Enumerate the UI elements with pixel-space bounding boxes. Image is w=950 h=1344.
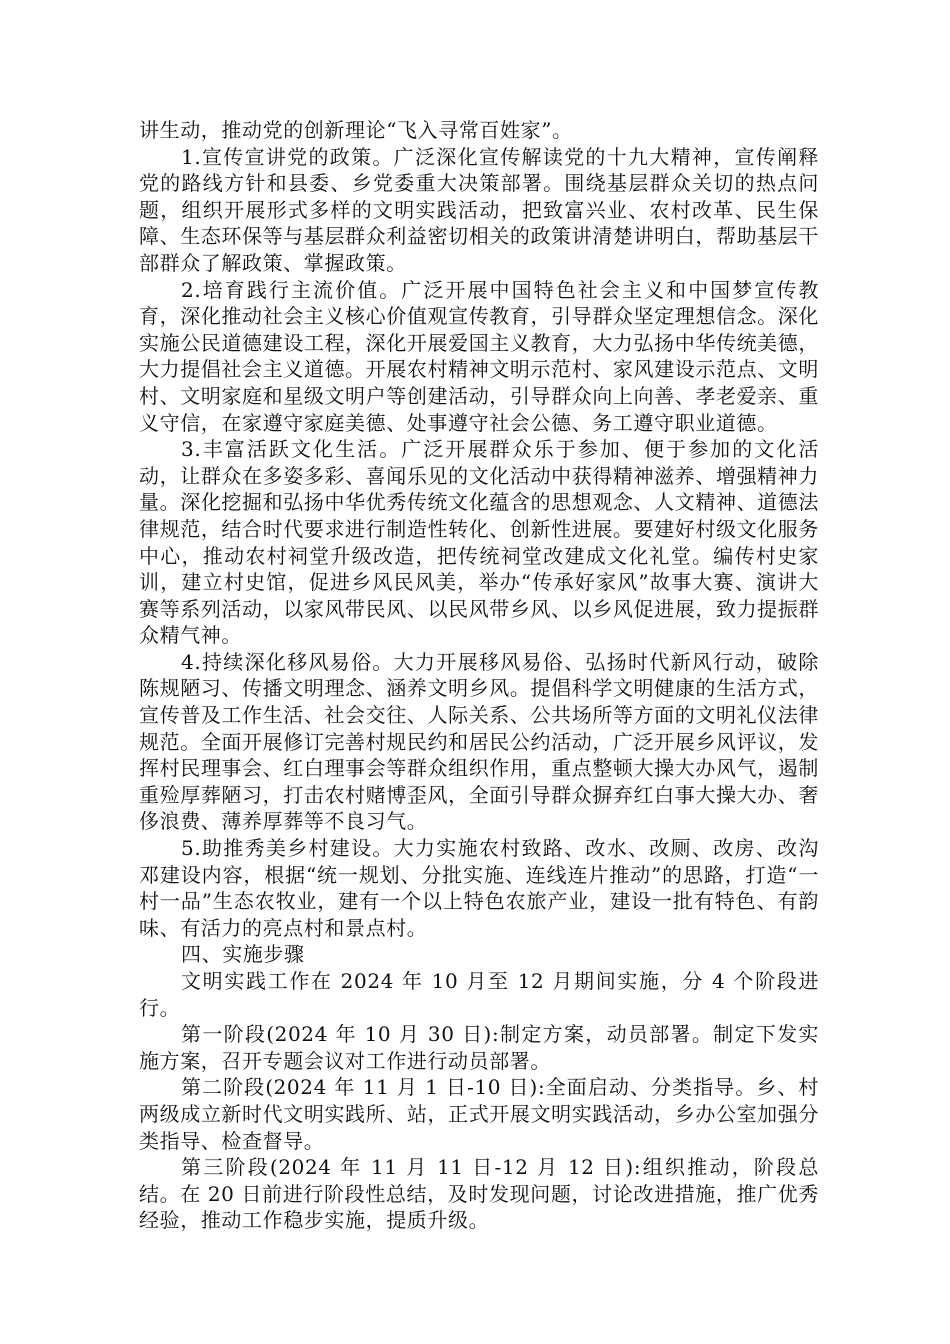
paragraph-rural-construction: 5.助推秀美乡村建设。大力实施农村致路、改水、改厕、改房、改沟邓建设内容，根据“统一规划、分批实施、连线连片推动”的思路，打造“一村一品”生态农牧业，建有一个以上特色农旅产业，建设一批有特色、有韵味、有活力的亮点村和景点村。 [139,836,819,940]
paragraph-continuation: 讲生动，推动党的创新理论“飞入寻常百姓家”。 [139,118,573,142]
paragraph-phase-three: 第三阶段(2024 年 11 月 11 日-12 月 12 日):组织推动，阶段总结。在 20 日前进行阶段性总结，及时发现问题，讨论改进措施，推广优秀经验，推动工作稳步实施，提质升级。 [139,1155,819,1233]
paragraph-phase-two: 第二阶段(2024 年 11 月 1 日-10 日):全面启动、分类指导。乡、村两级成立新时代文明实践所、站，正式开展文明实践活动，乡办公室加强分类指导、检查督导。 [139,1075,819,1153]
paragraph-core-values: 2.培育践行主流价值。广泛开展中国特色社会主义和中国梦宣传教育，深化推动社会主义核心价值观宣传教育，引导群众坚定理想信念。深化实施公民道德建设工程，深化开展爱国主义教育，大力弘扬中华传统美德，大力提倡社会主义道德。开展农村精神文明示范村、家风建设示范点、文明村、文明家庭和星级文明户等创建活动，引导群众向上向善、孝老爱亲、重义守信，在家遵守家庭美德、处事遵守社会公德、务工遵守职业道德。 [139,277,819,435]
paragraph-schedule: 文明实践工作在 2024 年 10 月至 12 月期间实施，分 4 个阶段进行。 [139,969,819,1020]
paragraph-policy-promotion: 1.宣传宣讲党的政策。广泛深化宣传解读党的十九大精神，宣传阐释党的路线方针和县委、乡党委重大决策部署。围绕基层群众关切的热点问题，组织开展形式多样的文明实践活动，把致富兴业、农村改革、民生保障、生态环保等与基层群众利益密切相关的政策讲清楚讲明白，帮助基层干部群众了解政策、掌握政策。 [139,144,819,275]
document-body [139,117,819,1234]
paragraph-cultural-life: 3.丰富活跃文化生活。广泛开展群众乐于参加、便于参加的文化活动，让群众在多姿多彩、喜闻乐见的文化活动中获得精神滋养、增强精神力量。深化挖掘和弘扬中华优秀传统文化蕴含的思想观念、人文精神、道德法律规范，结合时代要求进行制造性转化、创新性进展。要建好村级文化服务中心，推动农村祠堂升级改造，把传统祠堂改建成文化礼堂。编传村史家训，建立村史馆，促进乡风民风美，举办“传承好家风”故事大赛、演讲大赛等系列活动，以家风带民风、以民风带乡风、以乡风促进展，致力提振群众精气神。 [139,437,819,648]
paragraph-customs-reform: 4.持续深化移风易俗。大力开展移风易俗、弘扬时代新风行动，破除陈规陋习、传播文明理念、涵养文明乡风。提倡科学文明健康的生活方式，宣传普及工作生活、社会交往、人际关系、公共场所等方面的文明礼仪法律规范。全面开展修订完善村规民约和居民公约活动，广泛开展乡风评议，发挥村民理事会、红白理事会等群众组织作用，重点整顿大操大办风气，遏制重殓厚葬陋习，打击农村赌博歪风，全面引导群众摒弃红白事大操大办、奢侈浪费、薄养厚葬等不良习气。 [139,649,819,834]
paragraph-phase-one: 第一阶段(2024 年 10 月 30 日):制定方案，动员部署。制定下发实施方案，召开专题会议对工作进行动员部署。 [139,1022,819,1073]
section-heading-steps: 四、实施步骤 [181,942,305,967]
